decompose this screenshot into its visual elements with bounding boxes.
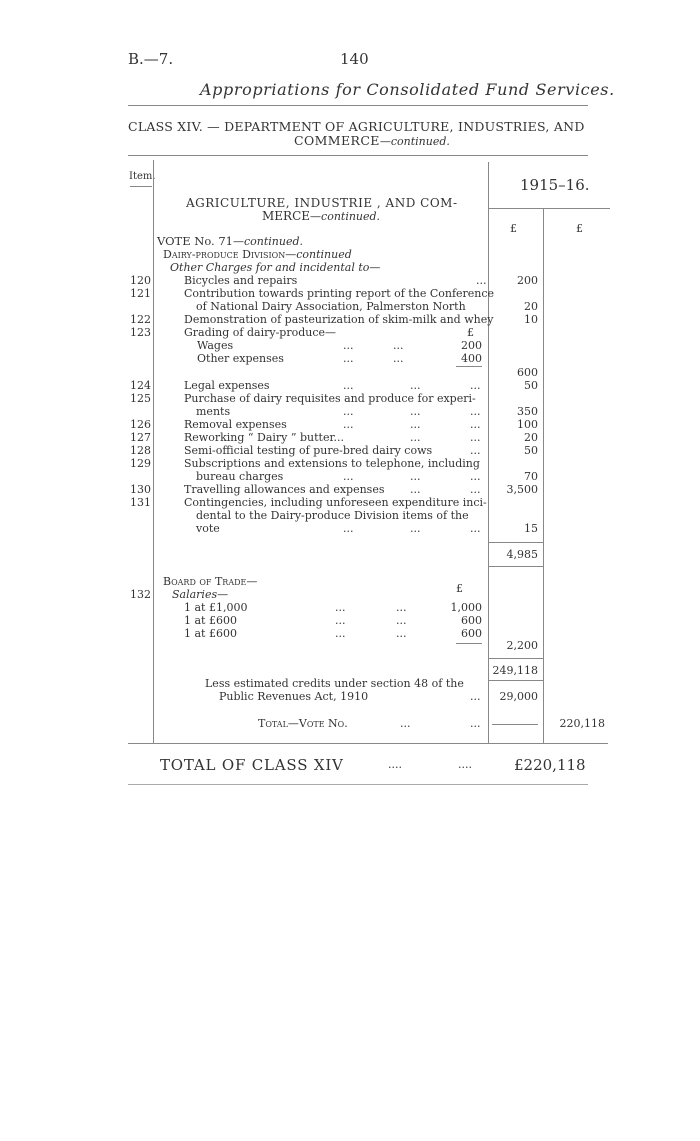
item-amount-125: 350 [517, 405, 538, 418]
year-header-rule [488, 208, 610, 209]
class-heading-continued: —continued. [379, 135, 450, 148]
item-text-121-line1: Contribution towards printing report of the Conference [184, 287, 495, 300]
item-text-122: Demonstration of pasteurization of skim-milk and whey [184, 313, 494, 326]
item-123-subtotal-rule [456, 366, 482, 367]
leader-dots: ... [335, 627, 346, 640]
class-heading-main: COMMERCE [294, 133, 380, 148]
vote-total-amount: 220,118 [559, 717, 605, 730]
item-number-130: 130 [130, 483, 151, 496]
class-total-rule [128, 784, 588, 785]
leader-dots: ... [470, 431, 481, 444]
section-title-line1: AGRICULTURE, INDUSTRIE , AND COM- [186, 196, 458, 210]
class-total-dots-2: .... [458, 758, 472, 771]
page-reference: B.—7. [128, 50, 174, 68]
pound-sign-column-a: £ [510, 222, 517, 235]
leader-dots: ... [410, 431, 421, 444]
leader-dots: ... [343, 379, 354, 392]
vote-total-label: Total—Vote No. [258, 717, 348, 730]
leader-dots: ... [343, 352, 354, 365]
item-text-121-line2: of National Dairy Association, Palmerston North [196, 300, 466, 313]
page-title: Appropriations for Consolidated Fund Services. [200, 80, 615, 99]
salary-value: 1,000 [450, 601, 482, 614]
division-heading-continued: —continued [285, 248, 352, 261]
item-amount-127: 20 [524, 431, 538, 444]
division-heading [163, 248, 352, 261]
leader-dots: ... [410, 379, 421, 392]
leader-dots: ... [410, 470, 421, 483]
class-total-dots-1: .... [388, 758, 402, 771]
board-salaries-label: Salaries— [172, 588, 229, 601]
item-text-130: Travelling allowances and expenses [184, 483, 385, 496]
vote-heading [157, 235, 303, 248]
leader-dots: ... [470, 690, 481, 703]
item-text-120: Bicycles and repairs [184, 274, 298, 287]
item-123-pound-sign: £ [467, 326, 474, 339]
salary-label: 1 at £1,000 [184, 601, 248, 614]
other-charges-heading: Other Charges for and incidental to— [170, 261, 381, 274]
leader-dots: ... [343, 418, 354, 431]
item-number-129: 129 [130, 457, 151, 470]
item-text-125-line2: ments [196, 405, 231, 418]
board-pound-sign: £ [456, 582, 463, 595]
item-number-131: 131 [130, 496, 151, 509]
item-number-123: 123 [130, 326, 151, 339]
leader-dots: ... [470, 483, 481, 496]
item-text-131-line1: Contingencies, including unforeseen expenditure inci- [184, 496, 487, 509]
leader-dots: ... [335, 601, 346, 614]
leader-dots: ... [410, 405, 421, 418]
item-number-120: 120 [130, 274, 151, 287]
item-amount-121: 20 [524, 300, 538, 313]
item-number-121: 121 [130, 287, 151, 300]
item-number-124: 124 [130, 379, 151, 392]
item-amount-124: 50 [524, 379, 538, 392]
item-amount-130: 3,500 [506, 483, 538, 496]
division-total-rule-bottom [488, 566, 543, 567]
leader-dots: ... [476, 274, 487, 287]
board-item-number: 132 [130, 588, 151, 601]
leader-dots: ... [470, 379, 481, 392]
item-column-rule [153, 160, 154, 743]
leader-dots: ... [400, 717, 411, 730]
class-heading-line2 [294, 133, 450, 148]
leader-dots: ... [396, 627, 407, 640]
leader-dots: ... [410, 483, 421, 496]
gross-total-rule-bottom [488, 680, 543, 681]
pound-sign-column-b: £ [576, 222, 583, 235]
item-123-other-value: 400 [461, 352, 482, 365]
leader-dots: ... [343, 470, 354, 483]
item-123-wages-label: Wages [197, 339, 234, 352]
credits-amount: 29,000 [499, 690, 538, 703]
leader-dots: ... [393, 339, 404, 352]
gross-total: 249,118 [492, 664, 538, 677]
item-amount-123: 600 [517, 366, 538, 379]
item-text-131-line3: vote [196, 522, 220, 535]
salary-value: 600 [461, 614, 482, 627]
item-number-122: 122 [130, 313, 151, 326]
class-total-amount: £220,118 [514, 756, 586, 774]
leader-dots: ... [470, 717, 481, 730]
leader-dots: ... [410, 522, 421, 535]
leader-dots: ... [470, 405, 481, 418]
item-text-128: Semi-official testing of pure-bred dairy cows [184, 444, 433, 457]
table-bottom-rule [128, 743, 608, 744]
item-amount-129: 70 [524, 470, 538, 483]
leader-dots: ... [335, 614, 346, 627]
amount-column-rule-mid [543, 208, 544, 743]
leader-dots: ... [410, 418, 421, 431]
salary-value: 600 [461, 627, 482, 640]
board-total: 2,200 [506, 639, 538, 652]
board-subtotal-rule [456, 643, 482, 644]
item-text-124: Legal expenses [184, 379, 270, 392]
leader-dots: ... [396, 614, 407, 627]
item-amount-120: 200 [517, 274, 538, 287]
section-title-line2 [262, 209, 380, 223]
item-text-123: Grading of dairy-produce— [184, 326, 337, 339]
leader-dots: ... [343, 405, 354, 418]
item-text-129-line1: Subscriptions and extensions to telephone, including [184, 457, 480, 470]
item-text-131-line2: dental to the Dairy-produce Division items of the [196, 509, 469, 522]
leader-dots: ... [343, 522, 354, 535]
item-header-rule [130, 186, 152, 187]
vote-heading-main: VOTE No. 71 [157, 234, 233, 248]
title-rule [128, 105, 588, 106]
division-total: 4,985 [506, 548, 538, 561]
item-123-wages-value: 200 [461, 339, 482, 352]
vote-heading-continued: —continued. [232, 235, 304, 248]
item-amount-126: 100 [517, 418, 538, 431]
board-heading: Board of Trade— [163, 575, 258, 588]
leader-dots: ... [470, 470, 481, 483]
item-text-127: Reworking “ Dairy ” butter... [184, 431, 345, 444]
leader-dots: ... [470, 418, 481, 431]
credits-text-line1: Less estimated credits under section 48 of the [205, 677, 464, 690]
item-number-128: 128 [130, 444, 151, 457]
section-title-main: MERCE [262, 209, 311, 223]
item-text-126: Removal expenses [184, 418, 287, 431]
page-number: 140 [340, 50, 369, 68]
division-heading-main: Dairy-produce Division [163, 248, 286, 261]
class-heading-line1: CLASS XIV. — DEPARTMENT OF AGRICULTURE, INDUSTRIES, AND [128, 119, 585, 134]
item-number-126: 126 [130, 418, 151, 431]
leader-dots: ... [396, 601, 407, 614]
vote-total-dash [492, 724, 538, 725]
item-text-125-line1: Purchase of dairy requisites and produce for experi- [184, 392, 476, 405]
column-header-item: Item. [129, 171, 156, 182]
item-number-127: 127 [130, 431, 151, 444]
item-amount-122: 10 [524, 313, 538, 326]
amount-column-rule-left [488, 162, 489, 743]
leader-dots: ... [393, 352, 404, 365]
item-amount-128: 50 [524, 444, 538, 457]
credits-text-line2: Public Revenues Act, 1910 [219, 690, 369, 703]
leader-dots: ... [470, 522, 481, 535]
class-total-label: TOTAL OF CLASS XIV [160, 756, 344, 774]
salary-label: 1 at £600 [184, 614, 237, 627]
salary-label: 1 at £600 [184, 627, 237, 640]
column-header-year: 1915–16. [520, 176, 590, 194]
item-123-other-label: Other expenses [197, 352, 284, 365]
leader-dots: ... [470, 444, 481, 457]
item-text-129-line2: bureau charges [196, 470, 284, 483]
item-amount-131: 15 [524, 522, 538, 535]
section-title-continued: —continued. [310, 210, 381, 223]
table-top-rule [128, 155, 588, 156]
division-total-rule-top [488, 542, 543, 543]
item-number-125: 125 [130, 392, 151, 405]
leader-dots: ... [343, 339, 354, 352]
gross-total-rule-top [488, 658, 543, 659]
